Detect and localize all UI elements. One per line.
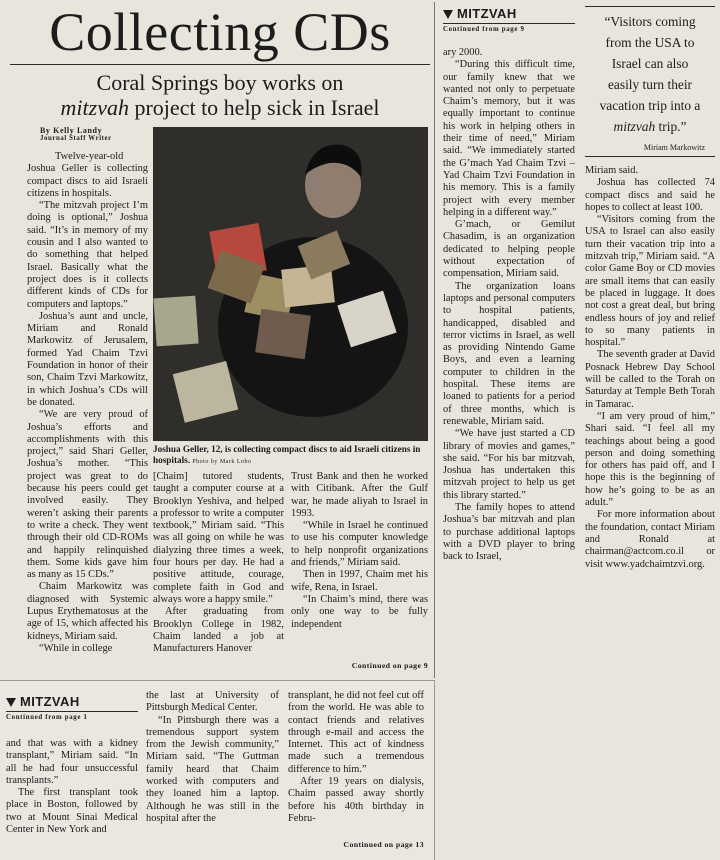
cd-case bbox=[255, 309, 311, 360]
paragraph: The family hopes to attend Joshua’s bar mitzvah and plan to purchase additional laptops with a DVD player to bring back to Israel, bbox=[443, 501, 575, 563]
caption-text: Joshua Geller, 12, is collecting compact discs to aid Israeli citizens in hospitals. bbox=[153, 444, 421, 465]
pull-quote-text bbox=[585, 11, 715, 137]
story-column-4 bbox=[443, 47, 575, 563]
paragraph: “We are very proud of Joshua’s efforts and accomplishments with this project,” said Shari Geller, Joshua’s mother. “This project was great to do because his peers could get involved easily. They weren’t asking their parents to write a check. They went through their old CD-ROMs and happily relinquished them. Some kids gave him as many as 15 CDs.” bbox=[27, 409, 148, 581]
pull-quote bbox=[585, 6, 715, 157]
caption-credit: Photo by Mark Lobo bbox=[192, 459, 252, 465]
paragraph: “In Pittsburgh there was a tremendous support system from the Jewish community,” Miriam said. “The Guttman family heard that Chaim worked with computers and they loaned him a laptop. Although he was still in the hospital after the bbox=[146, 714, 279, 824]
bottom-column-3 bbox=[288, 690, 424, 825]
bottom-jump-head bbox=[6, 694, 138, 721]
paragraph: ary 2000. bbox=[443, 47, 483, 58]
quote-italic: mitzvah bbox=[613, 119, 656, 134]
deck-rest: project to help sick in Israel bbox=[128, 95, 380, 120]
continued-on-page-13: Continued on page 13 bbox=[343, 840, 424, 849]
paragraph: “During this difficult time, our family knew that we wanted not only to perpetuate Chaim’s memory, but it was equally important to continue his work in helping others in their time of need,” Miriam said. “We immediately started the G’mach Yad Chaim Tzvi – Yad Chaim Tzvi Foundation in his memory. This is a family project with every member helping in a different way.” bbox=[443, 59, 575, 218]
paragraph: “While in Israel he continued to use his computer knowledge to help nonprofit organizations and friends,” Miriam said. bbox=[291, 520, 428, 569]
story-column-2 bbox=[153, 471, 284, 655]
continued-on-page-9: Continued on page 9 bbox=[351, 661, 428, 670]
jump-title: MITZVAH bbox=[457, 6, 517, 21]
paragraph: After 19 years on dialysis, Chaim passed away shortly before his 40th birthday in Febru- bbox=[288, 776, 424, 824]
paragraph: Twelve-year-old Joshua Geller is collecting compact discs to aid Israeli citizens in hospitals. bbox=[27, 151, 148, 199]
quote-line: “Visitors coming bbox=[604, 14, 696, 29]
paragraph: G’mach, or Gemilut Chasadim, is an organization dedicated to helping people without expectation of compensation, Miriam said. bbox=[443, 219, 575, 280]
jump-rule bbox=[443, 23, 575, 24]
deck-line-1: Coral Springs boy works on bbox=[96, 70, 344, 95]
quote-line: easily turn their bbox=[607, 77, 693, 92]
quote-end: trip.” bbox=[655, 119, 687, 134]
right-column-divider bbox=[434, 2, 435, 678]
headline: Collecting CDs bbox=[49, 2, 391, 62]
photo-of-boy-with-cds bbox=[153, 127, 428, 441]
triangle-icon bbox=[443, 10, 453, 19]
pull-quote-rule-bottom bbox=[585, 156, 715, 157]
paragraph: The seventh grader at David Posnack Hebrew Day School will be called to the Torah on Saturday at Temple Beth Torah in Tamarac. bbox=[585, 349, 715, 410]
quote-line: from the USA to bbox=[605, 35, 695, 50]
paragraph: For more information about the foundation, contact Miriam and Ronald at chairman@actcom.co.il or visit www.yadchaimtzvi.org. bbox=[585, 509, 715, 570]
byline bbox=[40, 126, 150, 142]
paragraph: the last at University of Pittsburgh Medical Center. bbox=[146, 690, 279, 714]
paragraph: and that was with a kidney transplant,” Miriam said. “In all he had four unsuccessful transplants.” bbox=[6, 738, 138, 786]
paragraph: The organization loans laptops and personal computers to hospital patients, handicapped, disabled and terror victims in Israel, as well as providing Nintendo Game Boys, and even a learning computer to children in the hospital. These items are loaned to patients for a period of three months, which is renewable, Miriam said. bbox=[443, 280, 575, 427]
paragraph: Trust Bank and then he worked with Citibank. After the Gulf war, he made aliyah to Israel in 1993. bbox=[291, 471, 428, 519]
paragraph: “Visitors coming from the USA to Israel can also easily turn their vacation trip into a mitzvah trip,” Miriam said. “A color Game Boy or CD movies are small items that can easily be placed in luggage. It does not cost a great deal, but bring endless hours of joy and relief to so many patients in hospital.” bbox=[585, 214, 715, 349]
deck-headline bbox=[10, 70, 430, 120]
paragraph: After graduating from Brooklyn College in 1982, Chaim landed a job at Manufacturers Hanover bbox=[153, 606, 284, 655]
deck-italic: mitzvah bbox=[60, 95, 129, 120]
quote-line bbox=[585, 116, 715, 137]
pull-quote-rule-top bbox=[585, 6, 715, 7]
quote-line: Israel can also bbox=[611, 56, 689, 71]
story-column-5 bbox=[585, 165, 715, 571]
paragraph: transplant, he did not feel cut off from the world. He was able to contact friends and relatives through e-mail and access the Internet. This act of kindness made such a tremendous difference to him.” bbox=[288, 690, 424, 775]
paragraph: “In Chaim’s mind, there was only one way to be fully independent bbox=[291, 593, 428, 630]
quote-line: vacation trip into a bbox=[599, 98, 701, 113]
byline-name: By Kelly Landy bbox=[40, 126, 103, 135]
continued-from-page-9: Continued from page 9 bbox=[443, 26, 525, 33]
jump-rule bbox=[6, 711, 138, 712]
photo-illustration bbox=[153, 127, 428, 441]
paragraph: Miriam said. bbox=[585, 165, 639, 176]
jump-title: MITZVAH bbox=[20, 694, 80, 709]
triangle-icon bbox=[6, 698, 16, 707]
deck-line-2 bbox=[10, 95, 430, 120]
paragraph: “We have just started a CD library of movies and games,” she said. “For his bar mitzvah, Joshua has undertaken this mitzvah project to help us get this library started.” bbox=[443, 428, 575, 501]
bottom-column-1 bbox=[6, 738, 138, 836]
paragraph: Then in 1997, Chaim met his wife, Rena, in Israel. bbox=[291, 569, 428, 593]
story-column-1 bbox=[27, 151, 148, 655]
story-column-3 bbox=[291, 471, 428, 631]
byline-role: Journal Staff Writer bbox=[40, 135, 112, 142]
paragraph: [Chaim] tutored students, taught a computer course at a Brooklyn Yeshiva, and helped a professor to write a computer textbook,” Miriam said. “This was all going on while he was dialyzing three times a week, four hours per day. He had a positive attitude, courage, complete faith in God and always wore a happy smile.” bbox=[153, 471, 284, 605]
paragraph: “While in college bbox=[39, 642, 113, 654]
pull-quote-attribution: Miriam Markowitz bbox=[643, 143, 705, 152]
bottom-column-2 bbox=[146, 690, 279, 825]
headline-divider bbox=[10, 64, 430, 65]
continued-from-page-1: Continued from page 1 bbox=[6, 714, 88, 721]
paragraph: “I am very proud of him,” Shari said. “I feel all my teachings about being a good person and doing something for others has paid off, and I hope this is the beginning of how he’s going to be as an adult.” bbox=[585, 410, 715, 509]
paragraph: Chaim Markowitz was diagnosed with Systemic Lupus Erythematosus at the age of 15, which affected his kidneys, Miriam said. bbox=[27, 581, 148, 642]
paragraph: Joshua has collected 74 compact discs and said he hopes to collect at least 100. bbox=[585, 177, 715, 213]
paragraph: “The mitzvah project I’m doing is optional,” Joshua said. “It’s in memory of my cousin and I also wanted to do something that helped Israel. Basically what the project does is it collects different kinds of CDs for computers and laptops.” bbox=[27, 200, 148, 310]
paragraph: Joshua’s aunt and uncle, Miriam and Ronald Markowitz of Jerusalem, formed Yad Chaim Tzvi Foundation in honor of their son, Chaim Tzvi Markowitz, in which Joshua’s CDs will be donated. bbox=[27, 310, 148, 408]
cd-case bbox=[153, 296, 198, 347]
paragraph: The first transplant took place in Boston, followed by two at Mount Sinai Medical Center in New York and bbox=[6, 787, 138, 836]
mitzvah-jump-head bbox=[443, 6, 575, 33]
photo-caption bbox=[153, 444, 428, 468]
